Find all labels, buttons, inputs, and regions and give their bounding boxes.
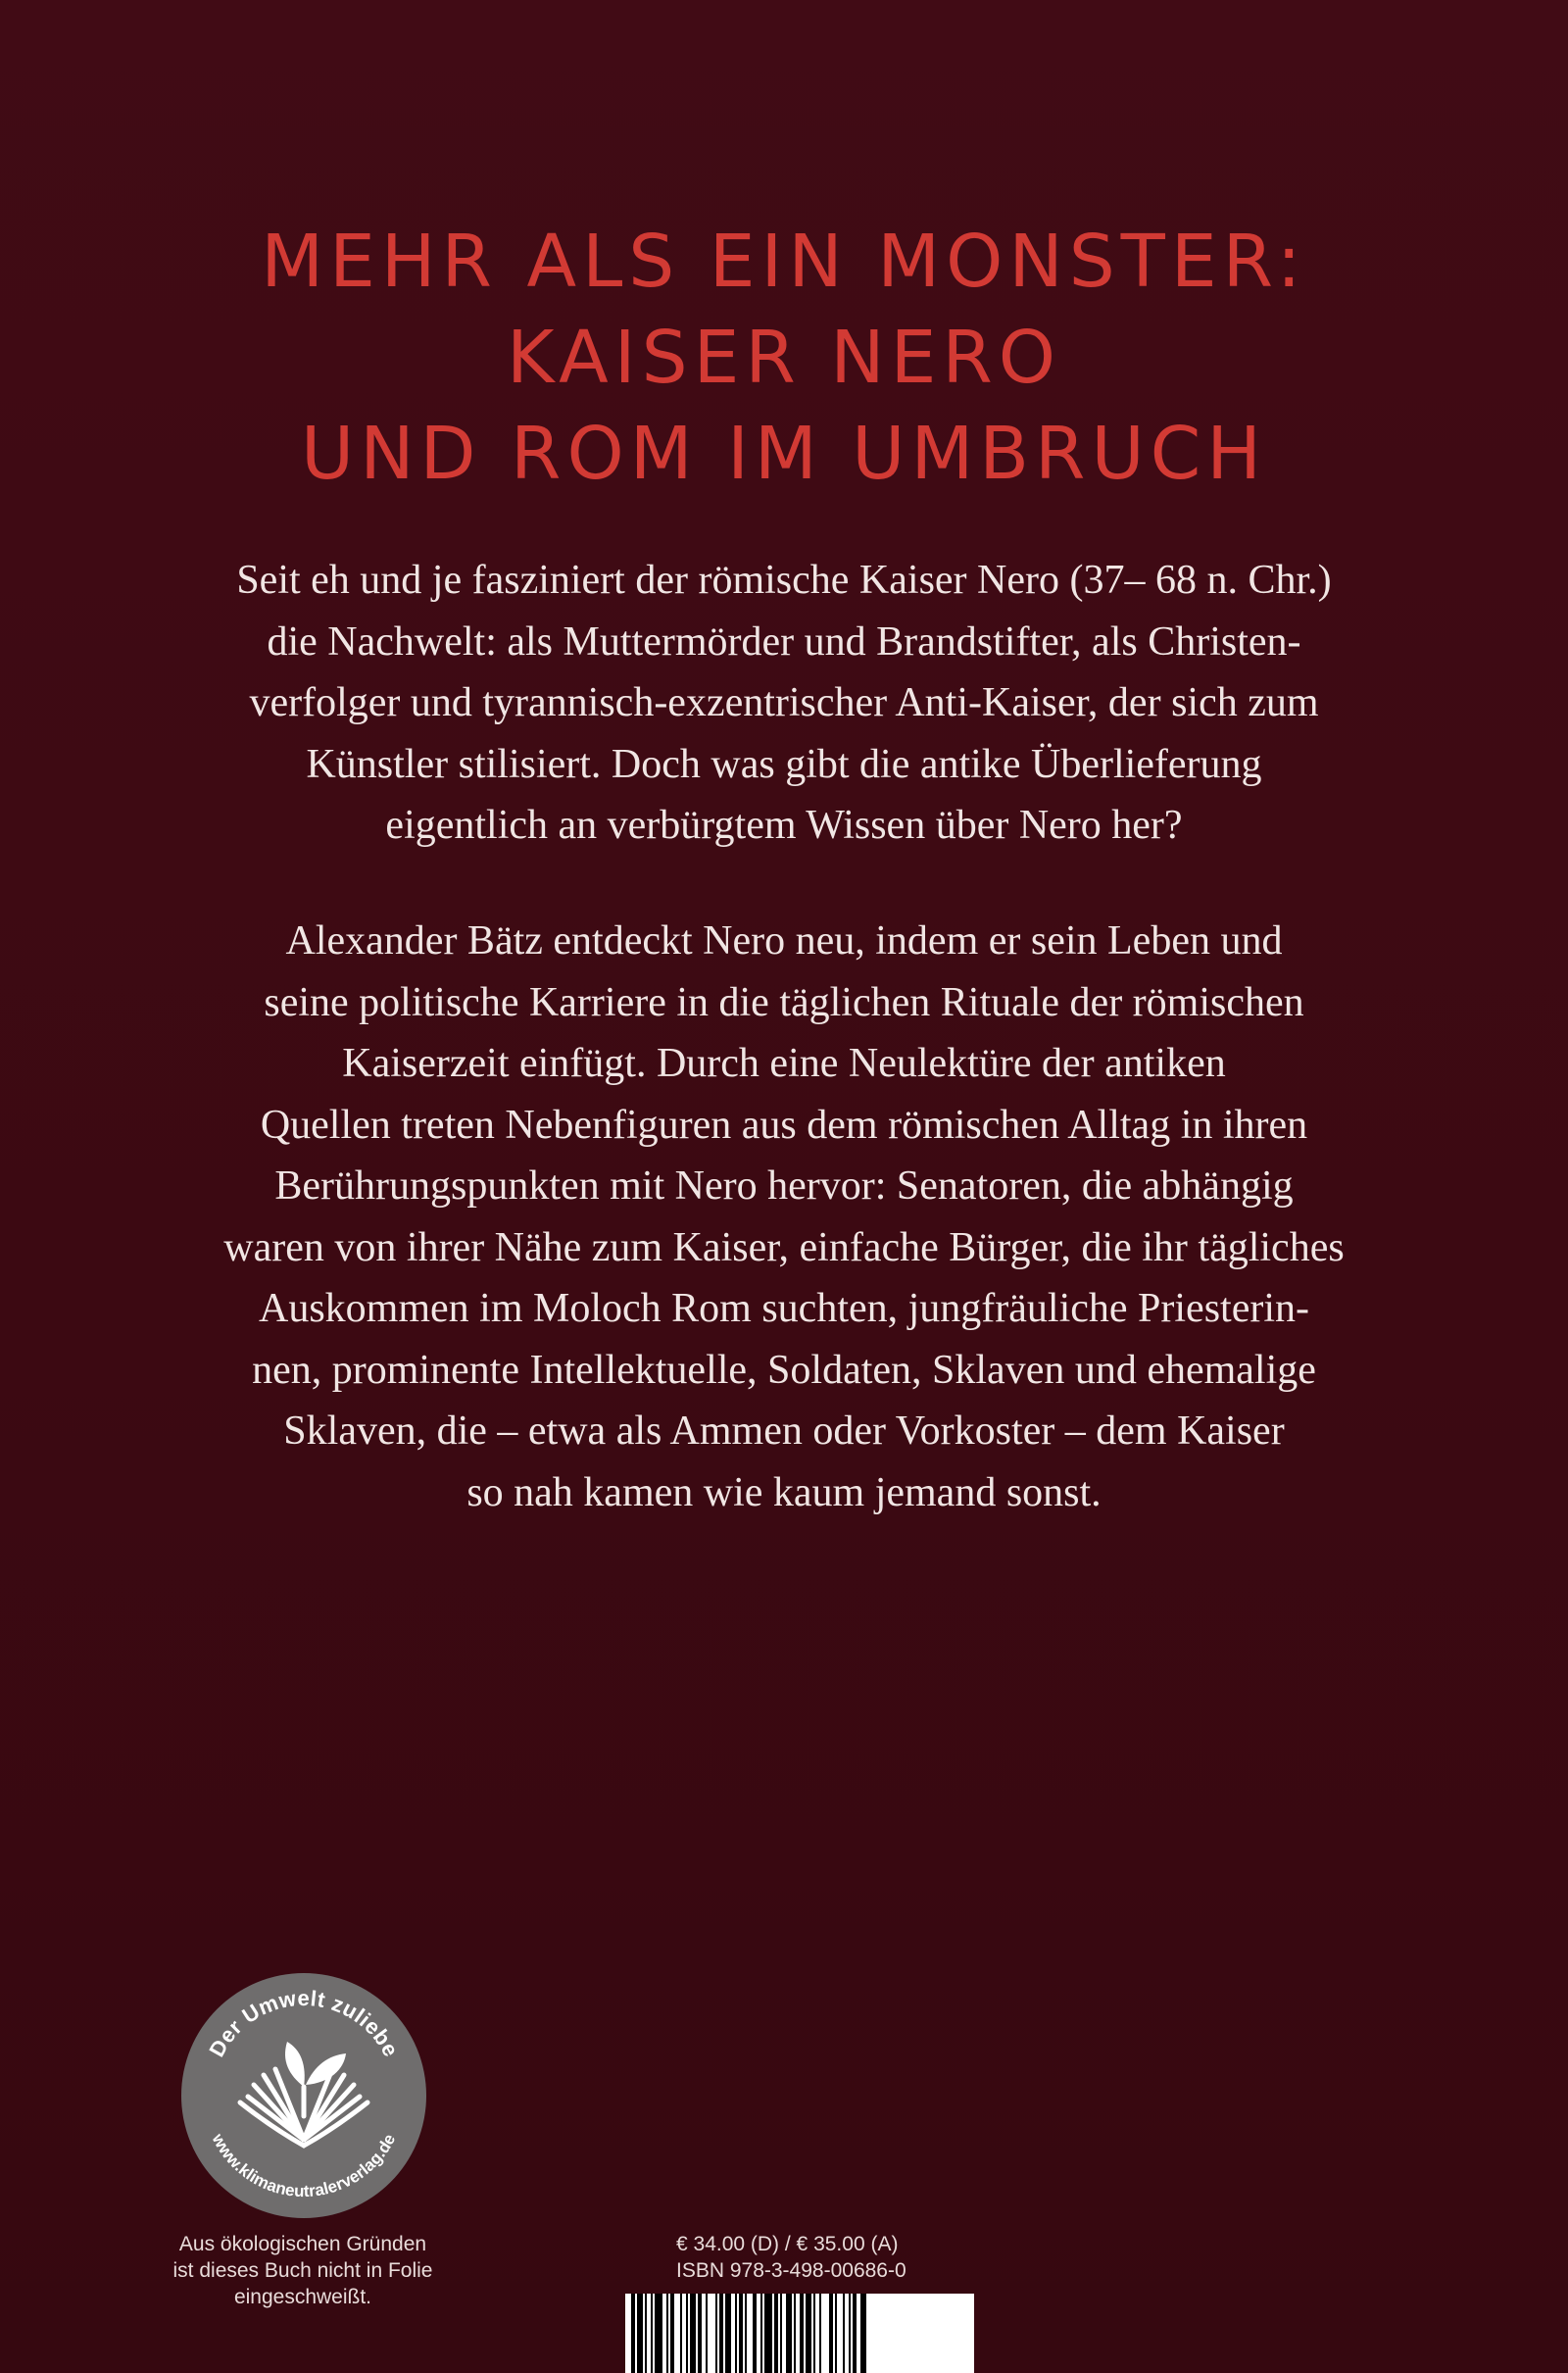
blurb-line: Alexander Bätz entdeckt Nero neu, indem er sein Leben und (285, 918, 1283, 964)
blurb-line: Sklaven, die – etwa als Ammen oder Vorkoster – dem Kaiser (283, 1409, 1285, 1454)
blurb-line: Künstler stilisiert. Doch was gibt die antike Überlieferung (306, 741, 1262, 787)
barcode-bar (719, 2294, 723, 2373)
barcode-bar (764, 2294, 772, 2373)
barcode-bar (715, 2294, 717, 2373)
barcode-bar (853, 2294, 857, 2373)
eco-note (147, 2231, 459, 2310)
barcode (625, 2294, 974, 2373)
barcode-bar (745, 2294, 747, 2373)
barcode-bar (666, 2294, 668, 2373)
barcode-bar (829, 2294, 833, 2373)
eco-note-line: ist dieses Buch nicht in Folie (172, 2259, 433, 2282)
barcode-bar (739, 2294, 743, 2373)
blurb-line: Quellen treten Nebenfiguren aus dem römischen Alltag in ihren (260, 1102, 1308, 1148)
barcode-bar (725, 2294, 731, 2373)
barcode-bar (670, 2294, 674, 2373)
blurb-line: waren von ihrer Nähe zum Kaiser, einfache Bürger, die ihr tägliches (223, 1224, 1345, 1270)
barcode-bar (651, 2294, 653, 2373)
barcode-bar (860, 2294, 866, 2373)
barcode-bar (637, 2294, 643, 2373)
barcode-bar (735, 2294, 737, 2373)
blurb-line: Auskommen im Moloch Rom suchten, jungfräuliche Priesterin- (259, 1286, 1309, 1331)
blurb-line: Berührungspunkten mit Nero hervor: Senatoren, die abhängig (274, 1163, 1294, 1209)
blurb-line: Kaiserzeit einfügt. Durch eine Neulektüre der antiken (342, 1041, 1226, 1086)
barcode-bar (631, 2294, 635, 2373)
blurb-line: die Nachwelt: als Muttermörder und Brandstifter, als Christen- (267, 618, 1301, 665)
headline (0, 214, 1568, 502)
blurb-paragraph-1 (147, 550, 1421, 857)
headline-line-3: UND ROM IM UMBRUCH (301, 412, 1267, 496)
barcode-bar (655, 2294, 662, 2373)
barcode-bar (849, 2294, 851, 2373)
barcode-bar (774, 2294, 778, 2373)
price-text: € 34.00 (D) / € 35.00 (A) (676, 2233, 899, 2255)
blurb-line: so nah kamen wie kaum jemand sonst. (466, 1469, 1102, 1515)
barcode-bar (760, 2294, 762, 2373)
barcode-bar (819, 2294, 821, 2373)
climate-neutral-seal (179, 1971, 428, 2220)
barcode-bar (794, 2294, 796, 2373)
barcode-bar (645, 2294, 647, 2373)
blurb-line: Seit eh und je fasziniert der römische Kaiser Nero (37– 68 n. Chr.) (236, 558, 1332, 603)
blurb-line: verfolger und tyrannisch-exzentrischer Anti-Kaiser, der sich zum (249, 680, 1319, 725)
barcode-bar (800, 2294, 804, 2373)
blurb-line: nen, prominente Intellektuelle, Soldaten, Sklaven und ehemalige (252, 1347, 1316, 1393)
barcode-bar (835, 2294, 837, 2373)
barcode-bar (680, 2294, 682, 2373)
headline-line-2: KAISER NERO (506, 316, 1062, 400)
eco-note-line: Aus ökologischen Gründen (178, 2233, 427, 2255)
barcode-bar (686, 2294, 688, 2373)
blurb-paragraph-2 (147, 911, 1421, 1523)
barcode-bar (690, 2294, 696, 2373)
barcode-bar (698, 2294, 702, 2373)
isbn-text: ISBN 978-3-498-00686-0 (676, 2259, 906, 2282)
barcode-bar (706, 2294, 708, 2373)
barcode-bar (843, 2294, 845, 2373)
blurb-line: eigentlich an verbürgtem Wissen über Nero her? (385, 803, 1183, 848)
barcode-bar (806, 2294, 811, 2373)
barcode-bar (753, 2294, 757, 2373)
eco-note-line: eingeschweißt. (233, 2286, 372, 2308)
headline-line-1: MEHR ALS EIN MONSTER: (261, 220, 1307, 304)
blurb-line: seine politische Karriere in die täglichen Rituale der römischen (264, 979, 1304, 1025)
barcode-bar (780, 2294, 782, 2373)
seal-bottom-text: www.klimaneutralerverlag.de (208, 2130, 400, 2201)
barcode-bar (786, 2294, 792, 2373)
barcode-bar (813, 2294, 815, 2373)
price-block (676, 2231, 990, 2284)
seal-top-text: Der Umwelt zuliebe (204, 1985, 404, 2061)
